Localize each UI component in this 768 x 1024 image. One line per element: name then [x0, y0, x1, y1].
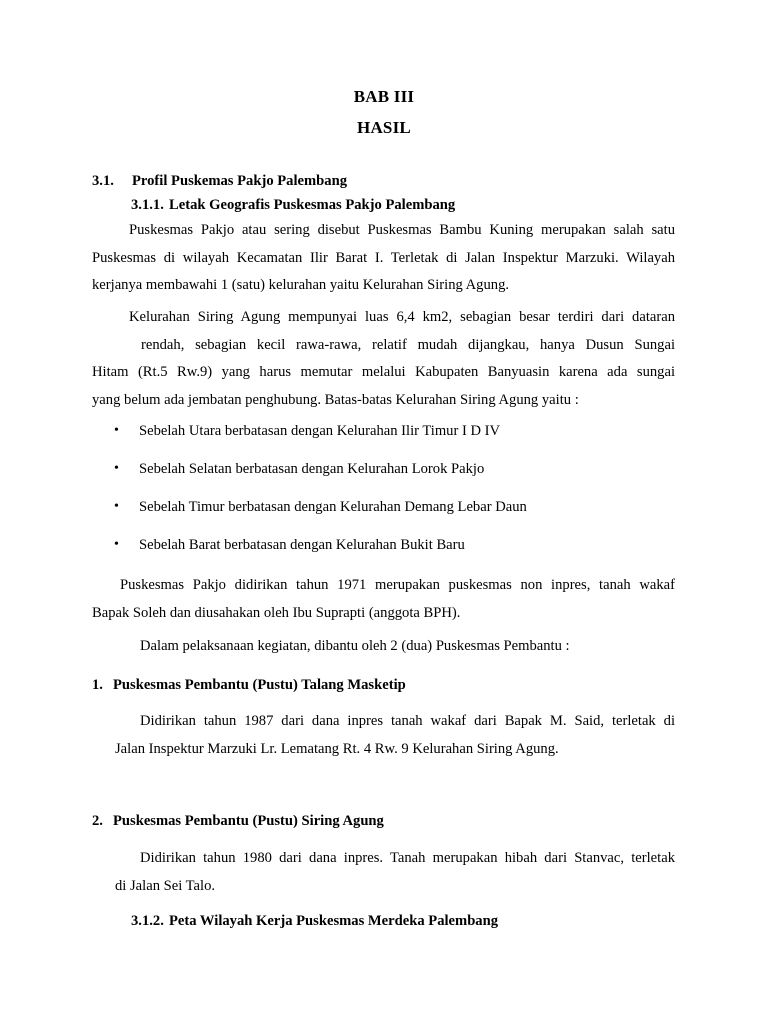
paragraph-line: Puskesmas Pakjo atau sering disebut Puskesmas Bambu Kuning merupakan salah satu: [129, 222, 675, 238]
paragraph-founding: [92, 572, 675, 627]
section-title: Profil Puskemas Pakjo Palembang: [132, 173, 347, 189]
bullet-icon: •: [114, 461, 119, 476]
pustu-title-1: Puskesmas Pembantu (Pustu) Talang Masketip: [113, 677, 406, 693]
paragraph-line: Hitam (Rt.5 Rw.9) yang harus memutar melalui Kabupaten Banyuasin karena ada sungai: [92, 364, 675, 380]
subsection-number-1: 3.1.1.: [131, 197, 164, 213]
paragraph-line: Bapak Soleh dan diusahakan oleh Ibu Suprapti (anggota BPH).: [92, 604, 461, 621]
pustu-number-2: 2.: [92, 813, 103, 829]
list-item-text: Sebelah Timur berbatasan dengan Kelurahan Demang Lebar Daun: [139, 499, 527, 515]
paragraph-line: Puskesmas Pakjo didirikan tahun 1971 merupakan puskesmas non inpres, tanah wakaf: [120, 577, 675, 593]
paragraph-line: kerjanya membawahi 1 (satu) kelurahan yaitu Kelurahan Siring Agung.: [92, 277, 510, 293]
list-item-text: Sebelah Utara berbatasan dengan Kelurahan Ilir Timur I D IV: [139, 423, 501, 439]
paragraph-pustu-1: [115, 708, 675, 763]
pustu-heading-2: [92, 813, 384, 830]
chapter-title: HASIL: [357, 118, 411, 137]
subsection-title-1: Letak Geografis Puskesmas Pakjo Palembang: [169, 197, 456, 213]
paragraph-line: Didirikan tahun 1980 dari dana inpres. Tanah merupakan hibah dari Stanvac, terletak: [140, 850, 675, 866]
section-heading: [92, 173, 347, 190]
paragraph-line: di Jalan Sei Talo.: [115, 877, 216, 894]
bullet-icon: •: [114, 537, 119, 552]
pustu-heading-1: [92, 677, 406, 694]
list-item-text: Sebelah Barat berbatasan dengan Kelurahan Bukit Baru: [139, 537, 465, 553]
subsection-heading-1: [131, 197, 455, 214]
subsection-number-2: 3.1.2.: [131, 913, 164, 929]
paragraph-line: Didirikan tahun 1987 dari dana inpres tanah wakaf dari Bapak M. Said, terletak di: [140, 713, 675, 729]
pustu-title-2: Puskesmas Pembantu (Pustu) Siring Agung: [113, 813, 384, 829]
paragraph-location: [92, 217, 675, 300]
paragraph-pustu-intro: Dalam pelaksanaan kegiatan, dibantu oleh 2 (dua) Puskesmas Pembantu :: [140, 638, 570, 654]
bullet-icon: •: [114, 499, 119, 514]
paragraph-line: rendah, sebagian kecil rawa-rawa, relatif mudah dijangkau, hanya Dusun Sungai: [141, 336, 675, 353]
bullet-icon: •: [114, 423, 119, 438]
paragraph-line: Puskesmas di wilayah Kecamatan Ilir Barat I. Terletak di Jalan Inspektur Marzuki. Wilayah: [92, 249, 675, 266]
pustu-number-1: 1.: [92, 677, 103, 693]
paragraph-line: yang belum ada jembatan penghubung. Batas-batas Kelurahan Siring Agung yaitu :: [92, 391, 579, 408]
subsection-title-2: Peta Wilayah Kerja Puskesmas Merdeka Palembang: [169, 913, 499, 929]
paragraph-area: [92, 304, 675, 414]
subsection-heading-2: [131, 913, 498, 930]
paragraph-line: Jalan Inspektur Marzuki Lr. Lematang Rt. 4 Rw. 9 Kelurahan Siring Agung.: [115, 740, 559, 757]
list-item-text: Sebelah Selatan berbatasan dengan Kelurahan Lorok Pakjo: [139, 461, 485, 477]
paragraph-line: Kelurahan Siring Agung mempunyai luas 6,4 km2, sebagian besar terdiri dari dataran: [129, 309, 675, 325]
chapter-heading: BAB III: [353, 87, 415, 106]
section-number: 3.1.: [92, 173, 114, 189]
paragraph-pustu-2: [115, 845, 675, 900]
